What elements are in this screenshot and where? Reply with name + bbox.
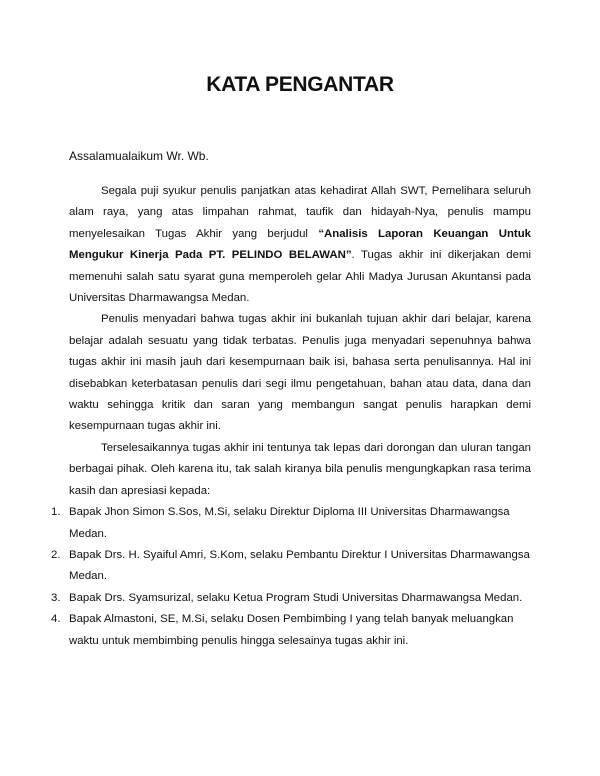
list-item-number: 4. (51, 613, 61, 626)
gratitude-list (51, 502, 531, 652)
list-item (51, 502, 531, 545)
page-title: KATA PENGANTAR (206, 73, 394, 96)
paragraph-acknowledgement-limits: Penulis menyadari bahwa tugas akhir ini bukanlah tujuan akhir dari belajar, karena belajar adalah sesuatu yang tidak terbatas. Penulis juga menyadari sepenuhnya bahwa tugas akhir ini masih jauh dari kesempurnaan baik isi, bahasa serta penulisannya. Hal ini disebabkan keterbatasan penulis dari segi ilmu pengetahuan, bahan atau data, dana dan waktu sehingga kritik dan saran yang membangun sangat penulis harapkan demi kesempurnaan tugas akhir ini. (69, 313, 531, 433)
list-item-number: 2. (51, 548, 61, 561)
paragraph-opening-text: Segala puji syukur penulis panjatkan atas kehadirat Allah SWT, Pemelihara seluruh alam raya, yang atas limpahan rahmat, taufik dan hidayah-Nya, penulis mampu menyelesaikan Tugas Akhir yang berjudul (69, 185, 531, 240)
document-body (51, 181, 532, 652)
thesis-title: “Analisis Laporan Keuangan Untuk Mengukur Kinerja Pada PT. PELINDO BELAWAN” (69, 227, 532, 262)
list-item (51, 609, 531, 652)
paragraph-opening (69, 181, 531, 309)
list-item (51, 588, 531, 609)
list-item (51, 545, 531, 588)
list-item-text: Bapak Drs. H. Syaiful Amri, S.Kom, selaku Pembantu Direktur I Universitas Dharmawangsa Medan. (69, 548, 530, 583)
list-item-number: 1. (51, 506, 61, 519)
list-item-text: Bapak Drs. Syamsurizal, selaku Ketua Program Studi Universitas Dharmawangsa Medan. (69, 591, 523, 604)
paragraph-opening-continuation: . Tugas akhir ini dikerjakan demi memenuhi salah satu syarat guna memperoleh gelar Ahli Madya Jurusan Akuntansi pada Universitas Dharmawangsa Medan. (69, 249, 531, 305)
greeting: Assalamualaikum Wr. Wb. (69, 149, 209, 163)
paragraph-gratitude: Terselesaikannya tugas akhir ini tentunya tak lepas dari dorongan dan uluran tangan berbagai pihak. Oleh karena itu, tak salah kiranya bila penulis mengungkapkan rasa terima kasih dan apresiasi kepada: (69, 441, 531, 497)
list-item-number: 3. (51, 591, 61, 604)
list-item-text: Bapak Jhon Simon S.Sos, M.Si, selaku Direktur Diploma III Universitas Dharmawangsa Medan. (69, 506, 510, 540)
list-item-text: Bapak Almastoni, SE, M.Si, selaku Dosen Pembimbing I yang telah banyak meluangkan waktu untuk membimbing penulis hingga selesainya tugas akhir ini. (69, 613, 514, 647)
